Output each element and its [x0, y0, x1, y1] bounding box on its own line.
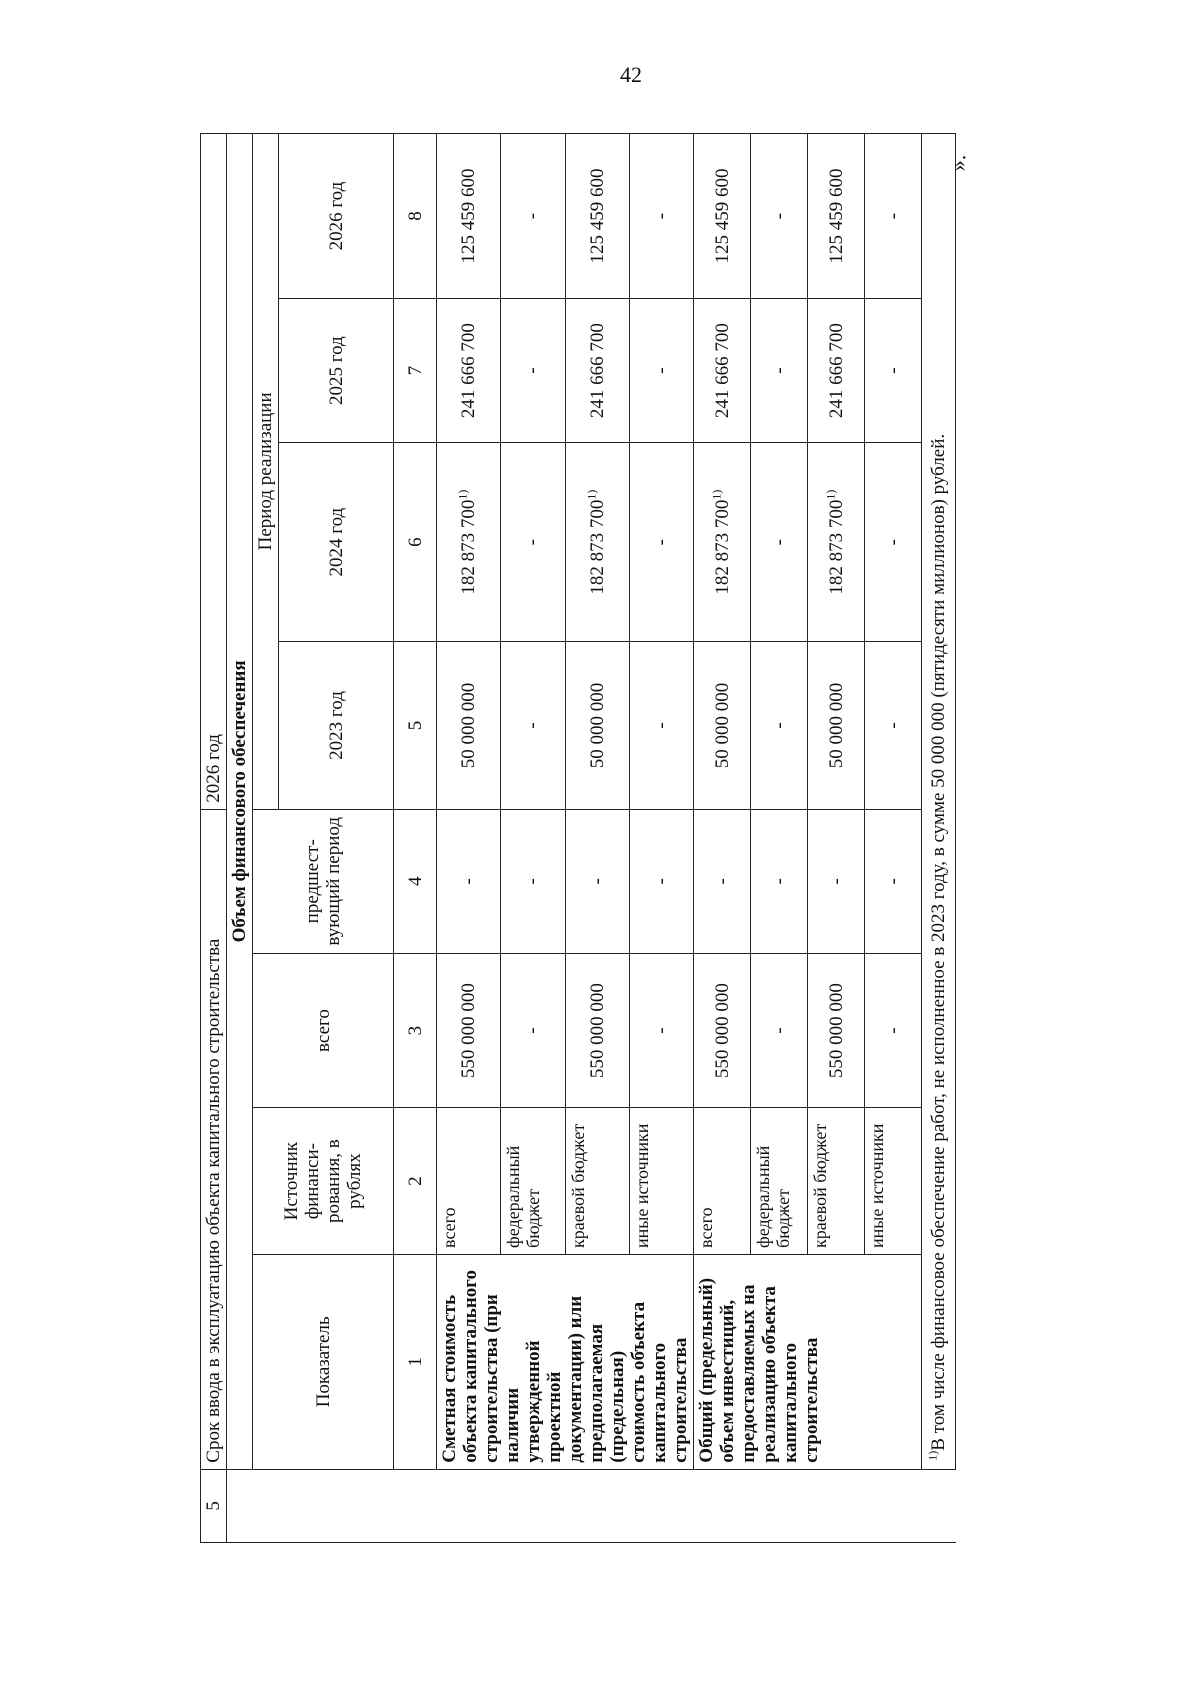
value-cell: -: [694, 809, 751, 953]
header-row-1: [253, 134, 279, 1543]
col-number: 8: [394, 134, 437, 299]
header-source: Источник финанси-рования, в рублях: [253, 1108, 394, 1255]
col-number: 7: [394, 299, 437, 443]
source-cell: федеральный бюджет: [501, 1108, 565, 1255]
col-number: 5: [394, 642, 437, 810]
source-cell: федеральный бюджет: [751, 1108, 808, 1255]
value-cell: -: [501, 299, 565, 443]
footnote-ref: 1): [455, 489, 470, 500]
value-cell-2024: 182 873 700$^{1)}$: [437, 443, 501, 642]
financing-table: [200, 133, 956, 1543]
value-cell: -: [751, 642, 808, 810]
value-cell: -: [865, 443, 922, 642]
header-period: Период реализации: [253, 134, 279, 810]
value-cell: 550 000 000: [694, 953, 751, 1108]
source-cell: иные источники: [629, 1108, 693, 1255]
value-cell: -: [808, 809, 865, 953]
value-cell: 125 459 600: [808, 134, 865, 299]
value-cell: -: [751, 953, 808, 1108]
row-commissioning: [201, 134, 227, 1543]
value-cell: 241 666 700: [565, 299, 629, 443]
footnote-row: [922, 134, 956, 1543]
value-cell: 125 459 600: [437, 134, 501, 299]
rotated-table-block: [200, 133, 949, 1543]
value-cell: -: [751, 809, 808, 953]
header-2025: 2025 год: [279, 299, 394, 443]
header-total: всего: [253, 953, 394, 1108]
value-cell: -: [865, 299, 922, 443]
value-cell: -: [865, 134, 922, 299]
table-title: Объем финансового обеспечения: [227, 134, 253, 1470]
closing-quote-mark: ».: [945, 154, 971, 172]
value-cell: -: [629, 134, 693, 299]
table-row: [694, 134, 751, 1543]
value-cell: 50 000 000: [565, 642, 629, 810]
indicator-cell: Сметная стоимость объекта капитального строительства (при наличии утвержденной проектной документации) или предполагаемая (предельная) стоимость объекта капитального строительства: [437, 1254, 694, 1469]
col-number: 3: [394, 953, 437, 1108]
value-cell: 125 459 600: [694, 134, 751, 299]
value-cell: 550 000 000: [808, 953, 865, 1108]
value-cell: -: [629, 642, 693, 810]
value-cell: -: [865, 953, 922, 1108]
row5-value: 2026 год: [201, 134, 227, 810]
header-previous: предшест-вующий период: [253, 809, 394, 953]
header-indicator: Показатель: [253, 1254, 394, 1469]
value-cell: -: [629, 443, 693, 642]
source-cell: краевой бюджет: [565, 1108, 629, 1255]
footnote: [922, 134, 956, 1470]
value-cell: -: [501, 134, 565, 299]
value-cell: -: [751, 443, 808, 642]
col-number: 4: [394, 809, 437, 953]
value-cell: -: [501, 443, 565, 642]
column-number-row: [394, 134, 437, 1543]
value-cell: -: [751, 299, 808, 443]
table-row: [437, 134, 501, 1543]
value-cell: -: [629, 299, 693, 443]
indicator-cell: Общий (предельный) объем инвестиций, предоставляемых на реализацию объекта капитального строительства: [694, 1254, 922, 1469]
value-cell: 241 666 700: [437, 299, 501, 443]
value-cell: -: [865, 642, 922, 810]
value-cell: 241 666 700: [808, 299, 865, 443]
footnote-ref: 1): [823, 489, 838, 500]
source-cell: краевой бюджет: [808, 1108, 865, 1255]
value-cell: 550 000 000: [565, 953, 629, 1108]
header-2024: 2024 год: [279, 443, 394, 642]
value-cell-2024: 182 873 700$^{1)}$: [808, 443, 865, 642]
value-cell: -: [565, 809, 629, 953]
page-number: 42: [620, 62, 642, 87]
footnote-mark: 1): [925, 1450, 940, 1461]
footnote-text: В том числе финансовое обеспечение работ, не исполненное в 2023 году, в сумме 50 000 000 (пятидесяти миллионов) рублей.: [928, 433, 949, 1451]
row5-label: Срок ввода в эксплуатацию объекта капитального строительства: [201, 809, 227, 1469]
value-cell-2024: 182 873 700$^{1)}$: [565, 443, 629, 642]
value-cell-2024: 182 873 700$^{1)}$: [694, 443, 751, 642]
col-number: 6: [394, 443, 437, 642]
row5-number: 5: [201, 1469, 227, 1542]
value-cell: -: [751, 134, 808, 299]
value-cell: 550 000 000: [437, 953, 501, 1108]
source-cell: всего: [694, 1108, 751, 1255]
value-cell: 50 000 000: [808, 642, 865, 810]
value-cell: -: [501, 809, 565, 953]
header-2023: 2023 год: [279, 642, 394, 810]
header-2026: 2026 год: [279, 134, 394, 299]
source-cell: иные источники: [865, 1108, 922, 1255]
value-cell: -: [437, 809, 501, 953]
value-cell: -: [865, 809, 922, 953]
source-cell: всего: [437, 1108, 501, 1255]
footnote-ref: 1): [584, 489, 599, 500]
spacer-cell: [227, 1469, 956, 1542]
table-title-row: [227, 134, 253, 1543]
footnote-ref: 1): [709, 489, 724, 500]
col-number: 1: [394, 1254, 437, 1469]
value-cell: -: [501, 953, 565, 1108]
value-cell: -: [629, 953, 693, 1108]
value-cell: -: [629, 809, 693, 953]
value-cell: 50 000 000: [694, 642, 751, 810]
value-cell: 50 000 000: [437, 642, 501, 810]
value-cell: 125 459 600: [565, 134, 629, 299]
value-cell: 241 666 700: [694, 299, 751, 443]
col-number: 2: [394, 1108, 437, 1255]
value-cell: -: [501, 642, 565, 810]
